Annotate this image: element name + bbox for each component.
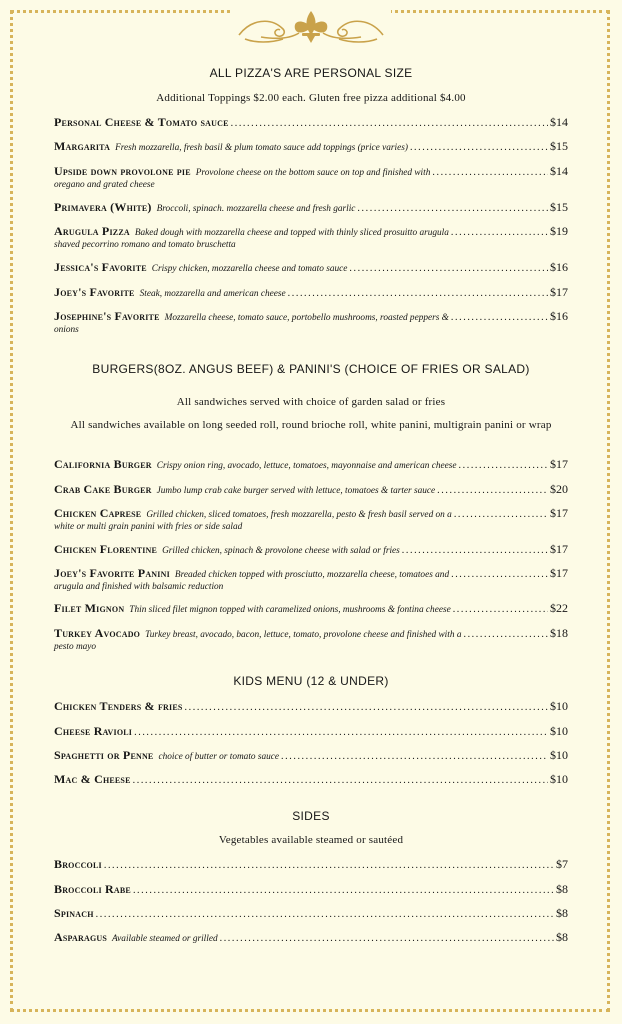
fleur-de-lis-ornament-icon [231, 7, 391, 45]
item-description: Crispy chicken, mozzarella cheese and tomato sauce [151, 264, 348, 274]
item-name: Mac & Cheese [54, 772, 131, 786]
item-name: Chicken Florentine [54, 542, 158, 556]
item-description: Jumbo lump crab cake burger served with lettuce, tomatoes & tarter sauce [156, 486, 436, 496]
item-price: $17 [550, 457, 568, 471]
item-price: $17 [550, 506, 568, 520]
item-price: $16 [550, 260, 568, 274]
menu-item [54, 772, 568, 788]
menu-item [54, 457, 568, 473]
item-price: $17 [550, 542, 568, 556]
item-description-continued: onions [54, 325, 79, 335]
menu-item [54, 748, 568, 764]
menu-item [54, 699, 568, 715]
item-description: Thin sliced filet mignon topped with caramelized onions, mushrooms & fontina cheese [129, 605, 451, 615]
menu-item [54, 115, 568, 131]
section-title-pizza: ALL PIZZA'S ARE PERSONAL SIZE [209, 66, 413, 80]
item-price: $8 [556, 906, 568, 920]
menu-item [54, 139, 568, 155]
item-description-continued: arugula and finished with balsamic reduction [54, 582, 224, 592]
item-name: Chicken Caprese [54, 506, 142, 520]
section-title-kids: KIDS MENU (12 & UNDER) [233, 674, 389, 688]
menu-item [54, 906, 568, 922]
item-price: $22 [550, 601, 568, 615]
menu-item [54, 930, 568, 946]
item-price: $18 [550, 626, 568, 640]
item-name: Josephine's Favorite [54, 309, 160, 323]
burgers-note-2: All sandwiches available on long seeded roll, round brioche roll, white panini, multigrain panini or wrap [70, 419, 552, 431]
item-price: $19 [550, 224, 568, 238]
item-name: Arugula Pizza [54, 224, 130, 238]
item-description: Fresh mozzarella, fresh basil & plum tomato sauce add toppings (price varies) [115, 143, 408, 153]
item-description: Baked dough with mozzarella cheese and topped with thinly sliced prosuitto arugula [134, 228, 449, 238]
item-name: Joey's Favorite [54, 285, 135, 299]
item-name: Cheese Ravioli [54, 724, 133, 738]
item-description-continued: white or multi grain panini with fries or side salad [54, 522, 243, 532]
item-price: $15 [550, 200, 568, 214]
menu-item [54, 224, 568, 251]
item-name: Joey's Favorite Panini [54, 566, 170, 580]
item-name: Turkey Avocado [54, 626, 141, 640]
item-price: $7 [556, 857, 568, 871]
menu-item [54, 482, 568, 498]
item-name: Margarita [54, 139, 111, 153]
item-description-continued: pesto mayo [54, 642, 97, 652]
item-description: Grilled chicken, sliced tomatoes, fresh mozzarella, pesto & fresh basil served on a [146, 510, 452, 520]
item-price: $8 [556, 930, 568, 944]
menu-item [54, 285, 568, 301]
menu-item [54, 882, 568, 898]
item-description: Provolone cheese on the bottom sauce on top and finished with [195, 168, 431, 178]
item-name: Upside down provolone pie [54, 164, 191, 178]
item-price: $8 [556, 882, 568, 896]
item-name: Crab Cake Burger [54, 482, 152, 496]
item-price: $20 [550, 482, 568, 496]
item-price: $14 [550, 115, 568, 129]
item-price: $14 [550, 164, 568, 178]
menu-item [54, 626, 568, 653]
item-name: Chicken Tenders & fries [54, 699, 183, 713]
item-name: Broccoli Rabe [54, 882, 131, 896]
item-description-continued: oregano and grated cheese [54, 180, 155, 190]
item-price: $17 [550, 566, 568, 580]
menu-item [54, 309, 568, 336]
menu-item [54, 601, 568, 617]
item-name: Broccoli [54, 857, 102, 871]
item-description: Grilled chicken, spinach & provolone cheese with salad or fries [162, 546, 400, 556]
sides-note: Vegetables available steamed or sautéed [218, 834, 404, 846]
menu-item [54, 200, 568, 216]
section-title-sides: SIDES [292, 809, 330, 823]
item-price: $10 [550, 772, 568, 786]
item-name: Filet Mignon [54, 601, 125, 615]
pizza-note: Additional Toppings $2.00 each. Gluten free pizza additional $4.00 [156, 92, 466, 104]
item-price: $16 [550, 309, 568, 323]
item-price: $10 [550, 748, 568, 762]
item-name: Primavera (White) [54, 200, 152, 214]
item-name: Jessica's Favorite [54, 260, 147, 274]
item-description: Broccoli, spinach. mozzarella cheese and fresh garlic [156, 204, 356, 214]
menu-item [54, 260, 568, 276]
item-name: California Burger [54, 457, 152, 471]
item-price: $15 [550, 139, 568, 153]
item-description: Mozzarella cheese, tomato sauce, portobello mushrooms, roasted peppers & [164, 313, 449, 323]
menu-item [54, 164, 568, 191]
menu-item [54, 566, 568, 593]
item-description-continued: shaved pecorrino romano and tomato bruschetta [54, 240, 236, 250]
menu-item [54, 724, 568, 740]
menu-item [54, 542, 568, 558]
item-description: Available steamed or grilled [112, 934, 218, 944]
item-price: $10 [550, 724, 568, 738]
burgers-note-1: All sandwiches served with choice of garden salad or fries [176, 396, 446, 408]
item-description: Turkey breast, avocado, bacon, lettuce, tomato, provolone cheese and finished with a [145, 630, 462, 640]
menu-item [54, 857, 568, 873]
item-description: Steak, mozzarella and american cheese [139, 289, 286, 299]
item-description: choice of butter or tomato sauce [158, 752, 280, 762]
item-price: $17 [550, 285, 568, 299]
item-name: Spinach [54, 906, 94, 920]
item-name: Spaghetti or Penne [54, 748, 154, 762]
section-title-burgers: BURGERS(8OZ. ANGUS BEEF) & PANINI'S (CHOICE OF FRIES OR SALAD) [92, 362, 530, 376]
item-price: $10 [550, 699, 568, 713]
menu-item [54, 506, 568, 533]
item-description: Crispy onion ring, avocado, lettuce, tomatoes, mayonnaise and american cheese [156, 461, 457, 471]
item-name: Asparagus [54, 930, 107, 944]
item-description: Breaded chicken topped with prosciutto, mozzarella cheese, tomatoes and [174, 570, 450, 580]
item-name: Personal Cheese & Tomato sauce [54, 115, 229, 129]
